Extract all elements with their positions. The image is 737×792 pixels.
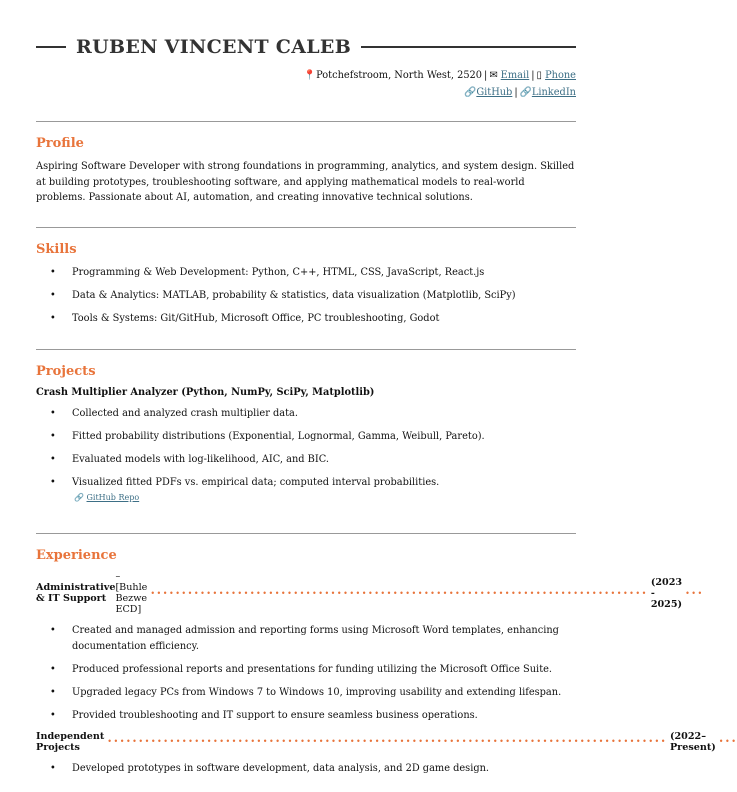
job-header [36,571,704,615]
links-line [464,85,576,101]
header [36,36,576,58]
list-item: • Visualized fitted PDFs vs. empirical data; computed interval probabilities. [72,475,576,491]
projects-section [36,364,576,502]
separator: | [484,70,488,81]
separator: | [531,70,535,81]
profile-text: Aspiring Software Developer with strong foundations in programming, analytics, and system design. Skilled at building prototypes, troubleshooting software, and applying mathematical models to real-world problems. Passionate about AI, automation, and creating innovative technical solutions. [36,161,575,203]
list-item: • Evaluated models with log-likelihood, AIC, and BIC. [72,452,576,468]
map-pin-icon: 📍 [303,70,317,81]
list-item: • Fitted probability distributions (Exponential, Lognormal, Gamma, Weibull, Pareto). [72,429,576,445]
link-icon: 🔗 [464,87,477,98]
list-item: • Developed prototypes in software development, data analysis, and 2D game design. [72,761,576,777]
email-link[interactable]: Email [500,70,530,81]
divider [36,349,576,350]
job-role: Administrative & IT Support [36,582,116,604]
section-title: Skills [36,242,77,257]
list-item: • Produced professional reports and presentations for funding utilizing the Microsoft Office Suite. [72,662,576,678]
job-org: – [Buhle Bezwe ECD] [115,571,148,615]
envelope-icon: ✉ [489,70,498,81]
section-title: Profile [36,136,84,151]
dot-leader: •••••••••••••••••••••••••••••••••••••••••••••••••••••••••••••••••••••••••••••••• [150,588,648,598]
section-title: Projects [36,364,96,379]
phone-link[interactable]: Phone [545,70,576,81]
list-item: • Data & Analytics: MATLAB, probability & statistics, data visualization (Matplotlib, SciPy) [72,288,576,304]
divider [36,121,576,122]
section-title: Experience [36,548,117,563]
job-role: Independent Projects [36,730,105,753]
job-dates: (2023 - 2025) [650,576,683,610]
github-link[interactable]: GitHub [476,87,513,98]
job-dates: (2022–Present) [669,730,716,753]
dot-leader: ••• [718,737,737,746]
list-item: • Upgraded legacy PCs from Windows 7 to Windows 10, improving usability and extending lifespan. [72,685,576,701]
candidate-name: RUBEN VINCENT CALEB [76,36,352,58]
job-header [36,730,737,753]
dot-leader: ••• [685,588,704,598]
separator: | [514,87,518,98]
list-item: • Tools & Systems: Git/GitHub, Microsoft Office, PC troubleshooting, Godot [72,311,576,327]
experience-section [36,548,737,784]
phone-icon: ▯ [536,70,542,81]
contact-line [304,68,576,84]
list-item: • Created and managed admission and reporting forms using Microsoft Word templates, enhancing documentation efficiency. [72,623,576,654]
divider [36,533,576,534]
list-item: • Programming & Web Development: Python, C++, HTML, CSS, JavaScript, React.js [72,265,576,281]
profile-section [36,136,576,206]
github-repo-link[interactable]: GitHub Repo [86,493,140,502]
link-icon: 🔗 [519,87,532,98]
divider [36,46,66,48]
project-name: Crash Multiplier Analyzer (Python, NumPy, SciPy, Matplotlib) [36,387,375,398]
dot-leader: •••••••••••••••••••••••••••••••••••••••••••••••••••••••••••••••••••••••••••••••••••••••••• [107,737,667,746]
list-item: • Collected and analyzed crash multiplier data. [72,406,576,422]
linkedin-link[interactable]: LinkedIn [531,87,576,98]
divider [36,227,576,228]
skills-section [36,242,576,334]
divider [361,46,576,48]
link-icon: 🔗 [74,493,84,502]
location: Potchefstroom, North West, 2520 [316,70,483,81]
list-item: • Provided troubleshooting and IT support to ensure seamless business operations. [72,708,576,724]
